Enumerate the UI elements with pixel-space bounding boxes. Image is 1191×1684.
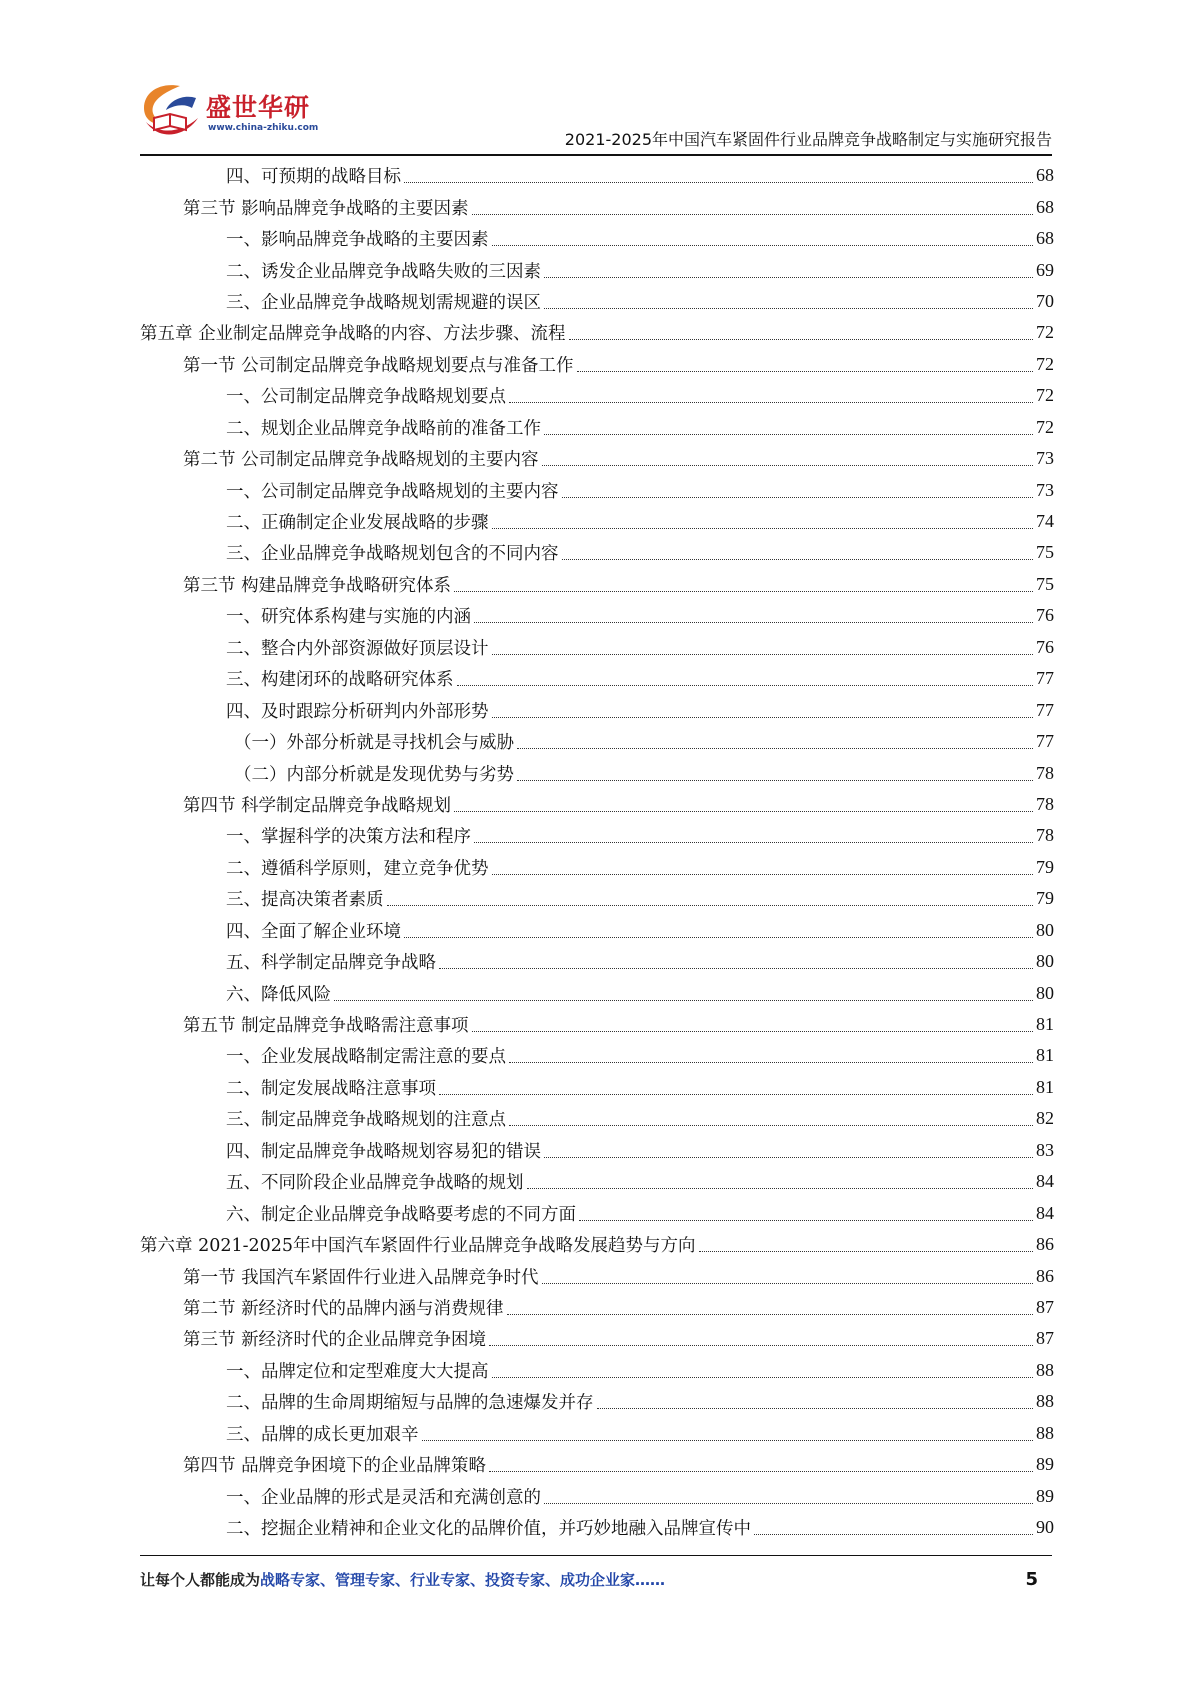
toc-entry[interactable] xyxy=(140,820,1054,851)
toc-entry[interactable] xyxy=(140,317,1054,348)
toc-dot-leader xyxy=(579,1220,1033,1221)
toc-entry[interactable] xyxy=(140,412,1054,443)
toc-entry-page: 77 xyxy=(1036,668,1054,689)
page-number: 5 xyxy=(1025,1569,1038,1590)
toc-dot-leader xyxy=(489,1345,1033,1346)
toc-entry-page: 75 xyxy=(1036,573,1054,594)
toc-entry-title: 第三节 影响品牌竞争战略的主要因素 xyxy=(183,198,469,219)
toc-dot-leader xyxy=(517,780,1033,781)
toc-entry-title: 第二节 公司制定品牌竞争战略规划的主要内容 xyxy=(183,450,539,471)
toc-entry[interactable] xyxy=(140,1135,1054,1166)
toc-dot-leader xyxy=(754,1534,1033,1535)
toc-entry-title: 一、影响品牌竞争战略的主要因素 xyxy=(226,230,489,251)
toc-dot-leader xyxy=(507,1314,1033,1315)
footer-divider xyxy=(140,1555,1052,1556)
toc-dot-leader xyxy=(492,654,1034,655)
toc-entry-page: 72 xyxy=(1036,385,1054,406)
toc-dot-leader xyxy=(439,1094,1033,1095)
toc-entry-title: 一、品牌定位和定型难度大大提高 xyxy=(226,1361,489,1382)
toc-dot-leader xyxy=(454,811,1033,812)
toc-entry[interactable] xyxy=(140,726,1054,757)
toc-entry-page: 78 xyxy=(1036,762,1054,783)
toc-entry-title: 第四节 品牌竞争困境下的企业品牌策略 xyxy=(183,1456,487,1477)
toc-entry-page: 70 xyxy=(1036,290,1054,311)
toc-entry[interactable] xyxy=(140,1009,1054,1040)
logo-swoosh-icon xyxy=(140,78,204,148)
toc-entry-title: 六、降低风险 xyxy=(226,984,331,1005)
toc-entry-title: 三、构建闭环的战略研究体系 xyxy=(226,670,454,691)
toc-entry-title: 二、挖掘企业精神和企业文化的品牌价值，并巧妙地融入品牌宣传中 xyxy=(226,1519,751,1540)
toc-entry-page: 80 xyxy=(1036,919,1054,940)
toc-entry-title: 第四节 科学制定品牌竞争战略规划 xyxy=(183,795,452,816)
toc-entry[interactable] xyxy=(140,789,1054,820)
toc-entry-title: 四、可预期的战略目标 xyxy=(226,167,401,188)
toc-dot-leader xyxy=(527,1188,1034,1189)
toc-entry-page: 89 xyxy=(1036,1454,1054,1475)
toc-entry[interactable] xyxy=(140,1512,1054,1543)
toc-dot-leader xyxy=(542,465,1033,466)
toc-entry[interactable] xyxy=(140,1355,1054,1386)
page-footer xyxy=(140,1569,1052,1599)
toc-entry[interactable] xyxy=(140,1260,1054,1291)
toc-entry-page: 88 xyxy=(1036,1391,1054,1412)
toc-entry[interactable] xyxy=(140,506,1054,537)
report-title: 2021-2025年中国汽车紧固件行业品牌竞争战略制定与实施研究报告 xyxy=(564,130,1052,149)
toc-dot-leader xyxy=(474,842,1033,843)
toc-entry-page: 83 xyxy=(1036,1139,1054,1160)
toc-entry-page: 80 xyxy=(1036,951,1054,972)
toc-entry[interactable] xyxy=(140,191,1054,222)
toc-entry-page: 81 xyxy=(1036,1076,1054,1097)
toc-entry-title: 第五章 企业制定品牌竞争战略的内容、方法步骤、流程 xyxy=(140,324,566,345)
toc-entry[interactable] xyxy=(140,1386,1054,1417)
toc-entry-page: 73 xyxy=(1036,448,1054,469)
toc-entry-page: 76 xyxy=(1036,605,1054,626)
toc-dot-leader xyxy=(439,968,1033,969)
toc-dot-leader xyxy=(457,685,1034,686)
toc-entry-page: 87 xyxy=(1036,1296,1054,1317)
toc-entry-page: 79 xyxy=(1036,856,1054,877)
toc-entry-page: 75 xyxy=(1036,542,1054,563)
toc-entry[interactable] xyxy=(140,1418,1054,1449)
toc-dot-leader xyxy=(404,937,1033,938)
toc-entry[interactable] xyxy=(140,1292,1054,1323)
toc-entry[interactable] xyxy=(140,254,1054,285)
toc-entry-page: 76 xyxy=(1036,636,1054,657)
toc-dot-leader xyxy=(544,434,1033,435)
toc-entry-title: 二、遵循科学原则，建立竞争优势 xyxy=(226,858,489,879)
toc-entry-page: 77 xyxy=(1036,731,1054,752)
logo-url: www.china-zhiku.com xyxy=(208,123,319,133)
toc-dot-leader xyxy=(492,245,1034,246)
toc-entry-page: 69 xyxy=(1036,259,1054,280)
toc-entry-page: 73 xyxy=(1036,479,1054,500)
toc-entry-title: 三、提高决策者素质 xyxy=(226,890,384,911)
toc-dot-leader xyxy=(454,591,1033,592)
toc-entry-title: 第一节 我国汽车紧固件行业进入品牌竞争时代 xyxy=(183,1267,539,1288)
toc-entry-title: 一、企业品牌的形式是灵活和充满创意的 xyxy=(226,1487,541,1508)
toc-entry-page: 81 xyxy=(1036,1014,1054,1035)
toc-entry-page: 74 xyxy=(1036,511,1054,532)
toc-dot-leader xyxy=(387,905,1034,906)
toc-entry-page: 84 xyxy=(1036,1202,1054,1223)
toc-dot-leader xyxy=(569,339,1033,340)
toc-entry-page: 80 xyxy=(1036,982,1054,1003)
toc-entry-title: 四、全面了解企业环境 xyxy=(226,921,401,942)
toc-entry[interactable] xyxy=(140,223,1054,254)
toc-entry-title: 一、公司制定品牌竞争战略规划要点 xyxy=(226,387,506,408)
toc-dot-leader xyxy=(509,1062,1033,1063)
toc-entry-title: 三、企业品牌竞争战略规划包含的不同内容 xyxy=(226,544,559,565)
toc-entry-title: 二、规划企业品牌竞争战略前的准备工作 xyxy=(226,418,541,439)
toc-entry-title: 四、制定品牌竞争战略规划容易犯的错误 xyxy=(226,1141,541,1162)
toc-entry-title: 第六章 2021-2025年中国汽车紧固件行业品牌竞争战略发展趋势与方向 xyxy=(140,1236,696,1257)
toc-dot-leader xyxy=(474,622,1033,623)
toc-entry-title: 四、及时跟踪分析研判内外部形势 xyxy=(226,701,489,722)
toc-dot-leader xyxy=(334,1000,1033,1001)
toc-entry-page: 90 xyxy=(1036,1517,1054,1538)
toc-entry[interactable] xyxy=(140,1040,1054,1071)
toc-dot-leader xyxy=(577,371,1033,372)
toc-entry-title: 二、制定发展战略注意事项 xyxy=(226,1078,436,1099)
toc-dot-leader xyxy=(404,182,1033,183)
toc-entry[interactable] xyxy=(140,349,1054,380)
logo-name: 盛世华研 xyxy=(206,93,311,122)
toc-dot-leader xyxy=(492,528,1034,529)
toc-dot-leader xyxy=(544,1157,1033,1158)
toc-entry[interactable] xyxy=(140,757,1054,788)
company-logo xyxy=(140,78,319,148)
toc-entry-title: 三、企业品牌竞争战略规划需规避的误区 xyxy=(226,292,541,313)
toc-entry-title: 五、不同阶段企业品牌竞争战略的规划 xyxy=(226,1173,524,1194)
toc-entry-title: 第三节 构建品牌竞争战略研究体系 xyxy=(183,575,452,596)
toc-entry[interactable] xyxy=(140,160,1054,191)
toc-entry-title: （一）外部分析就是寻找机会与威胁 xyxy=(234,733,514,754)
toc-entry[interactable] xyxy=(140,1072,1054,1103)
toc-entry-title: 第二节 新经济时代的品牌内涵与消费规律 xyxy=(183,1298,504,1319)
toc-dot-leader xyxy=(562,497,1034,498)
toc-entry-page: 82 xyxy=(1036,1108,1054,1129)
toc-dot-leader xyxy=(544,1503,1033,1504)
toc-entry[interactable] xyxy=(140,694,1054,725)
toc-entry-title: 第五节 制定品牌竞争战略需注意事项 xyxy=(183,1016,469,1037)
toc-entry-page: 86 xyxy=(1036,1234,1054,1255)
toc-entry[interactable] xyxy=(140,663,1054,694)
toc-dot-leader xyxy=(492,874,1034,875)
toc-entry-title: 六、制定企业品牌竞争战略要考虑的不同方面 xyxy=(226,1204,576,1225)
toc-entry-page: 72 xyxy=(1036,353,1054,374)
toc-entry-title: 二、整合内外部资源做好顶层设计 xyxy=(226,638,489,659)
toc-entry-page: 72 xyxy=(1036,416,1054,437)
toc-entry-page: 89 xyxy=(1036,1485,1054,1506)
toc-entry-title: 三、制定品牌竞争战略规划的注意点 xyxy=(226,1110,506,1131)
toc-entry-page: 88 xyxy=(1036,1359,1054,1380)
toc-entry-page: 78 xyxy=(1036,793,1054,814)
toc-entry-page: 86 xyxy=(1036,1265,1054,1286)
toc-entry-title: 一、掌握科学的决策方法和程序 xyxy=(226,827,471,848)
toc-dot-leader xyxy=(492,1377,1034,1378)
toc-entry-page: 79 xyxy=(1036,888,1054,909)
toc-dot-leader xyxy=(489,1471,1033,1472)
toc-entry-title: 一、企业发展战略制定需注意的要点 xyxy=(226,1047,506,1068)
toc-entry[interactable] xyxy=(140,380,1054,411)
toc-entry[interactable] xyxy=(140,915,1054,946)
toc-entry-title: 一、研究体系构建与实施的内涵 xyxy=(226,607,471,628)
toc-entry-page: 87 xyxy=(1036,1328,1054,1349)
toc-entry-page: 68 xyxy=(1036,196,1054,217)
footer-slogan-lead: 让每个人都能成为 xyxy=(140,1571,261,1589)
toc-entry-page: 88 xyxy=(1036,1422,1054,1443)
toc-entry[interactable] xyxy=(140,1449,1054,1480)
toc-entry[interactable] xyxy=(140,1197,1054,1228)
toc-entry[interactable] xyxy=(140,474,1054,505)
footer-slogan-highlight: 战略专家、管理专家、行业专家、投资专家、成功企业家…… xyxy=(260,1571,666,1589)
header-divider xyxy=(140,154,1052,156)
toc-entry[interactable] xyxy=(140,286,1054,317)
toc-entry-title: 二、正确制定企业发展战略的步骤 xyxy=(226,513,489,534)
toc-entry-title: 一、公司制定品牌竞争战略规划的主要内容 xyxy=(226,481,559,502)
toc-entry[interactable] xyxy=(140,1229,1054,1260)
toc-entry-page: 78 xyxy=(1036,825,1054,846)
toc-dot-leader xyxy=(699,1251,1033,1252)
toc-entry-title: 五、科学制定品牌竞争战略 xyxy=(226,953,436,974)
toc-entry[interactable] xyxy=(140,600,1054,631)
toc-entry[interactable] xyxy=(140,1323,1054,1354)
toc-entry-page: 72 xyxy=(1036,322,1054,343)
toc-entry-title: 二、诱发企业品牌竞争战略失败的三因素 xyxy=(226,261,541,282)
toc-dot-leader xyxy=(544,308,1033,309)
toc-entry-page: 81 xyxy=(1036,1045,1054,1066)
toc-entry-page: 68 xyxy=(1036,228,1054,249)
table-of-contents xyxy=(140,160,1054,1543)
toc-entry-page: 68 xyxy=(1036,165,1054,186)
toc-dot-leader xyxy=(597,1408,1034,1409)
toc-entry[interactable] xyxy=(140,443,1054,474)
toc-dot-leader xyxy=(517,748,1033,749)
toc-dot-leader xyxy=(509,402,1033,403)
toc-dot-leader xyxy=(492,717,1034,718)
toc-entry-title: 第一节 公司制定品牌竞争战略规划要点与准备工作 xyxy=(183,355,574,376)
toc-entry[interactable] xyxy=(140,852,1054,883)
toc-entry-page: 84 xyxy=(1036,1171,1054,1192)
toc-entry[interactable] xyxy=(140,1166,1054,1197)
toc-entry[interactable] xyxy=(140,883,1054,914)
toc-entry[interactable] xyxy=(140,632,1054,663)
toc-dot-leader xyxy=(472,1031,1033,1032)
toc-dot-leader xyxy=(544,277,1033,278)
page-header xyxy=(140,78,1052,166)
toc-entry[interactable] xyxy=(140,1480,1054,1511)
toc-dot-leader xyxy=(562,559,1034,560)
toc-entry[interactable] xyxy=(140,946,1054,977)
toc-dot-leader xyxy=(542,1283,1033,1284)
toc-entry[interactable] xyxy=(140,569,1054,600)
toc-entry[interactable] xyxy=(140,977,1054,1008)
toc-entry-title: 二、品牌的生命周期缩短与品牌的急速爆发并存 xyxy=(226,1393,594,1414)
toc-entry-title: （二）内部分析就是发现优势与劣势 xyxy=(234,764,514,785)
toc-dot-leader xyxy=(472,214,1033,215)
toc-entry-title: 第三节 新经济时代的企业品牌竞争困境 xyxy=(183,1330,487,1351)
toc-entry-title: 三、品牌的成长更加艰辛 xyxy=(226,1424,419,1445)
toc-entry[interactable] xyxy=(140,537,1054,568)
toc-dot-leader xyxy=(509,1125,1033,1126)
toc-entry[interactable] xyxy=(140,1103,1054,1134)
toc-entry-page: 77 xyxy=(1036,699,1054,720)
toc-dot-leader xyxy=(422,1440,1034,1441)
